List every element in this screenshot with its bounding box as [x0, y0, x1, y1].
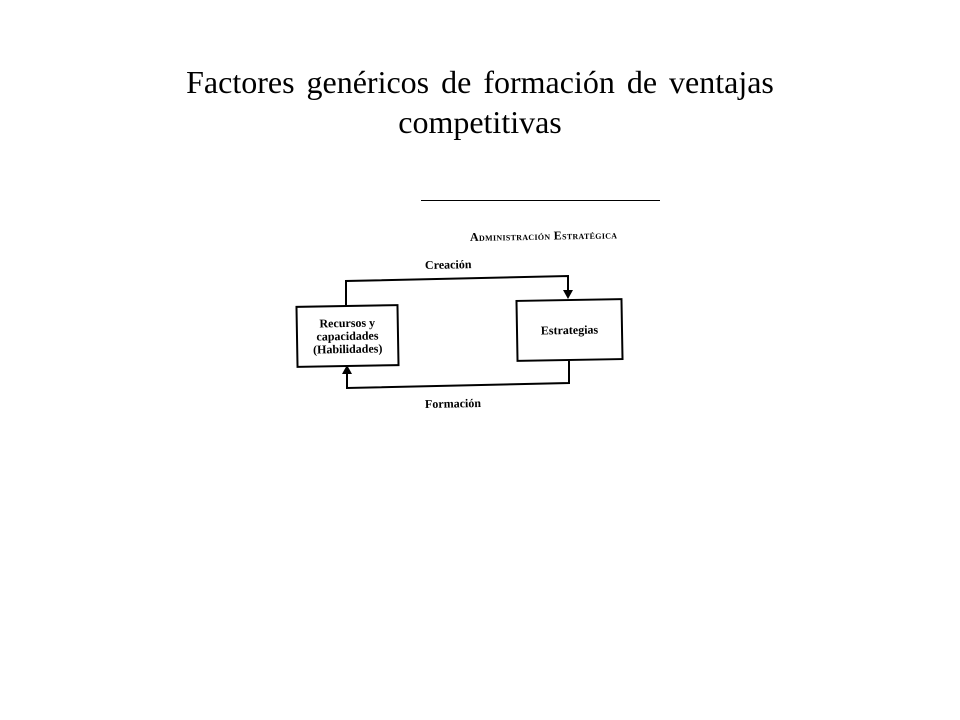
resources-line-2: capacidades	[316, 327, 379, 344]
creation-arrowhead	[563, 290, 573, 299]
resources-capabilities-box	[295, 304, 399, 368]
resources-line-1: Recursos y	[319, 315, 376, 330]
strategies-box	[515, 298, 623, 362]
diagram-header: Administración Estratégica	[469, 227, 618, 244]
strategies-label: Estrategias	[540, 322, 599, 337]
creation-label: Creación	[424, 257, 472, 272]
slide-title: Factores genéricos de formación de ventajas competitivas	[186, 64, 774, 140]
resources-line-3: (Habilidades)	[312, 340, 383, 357]
formation-label: Formación	[424, 396, 482, 411]
